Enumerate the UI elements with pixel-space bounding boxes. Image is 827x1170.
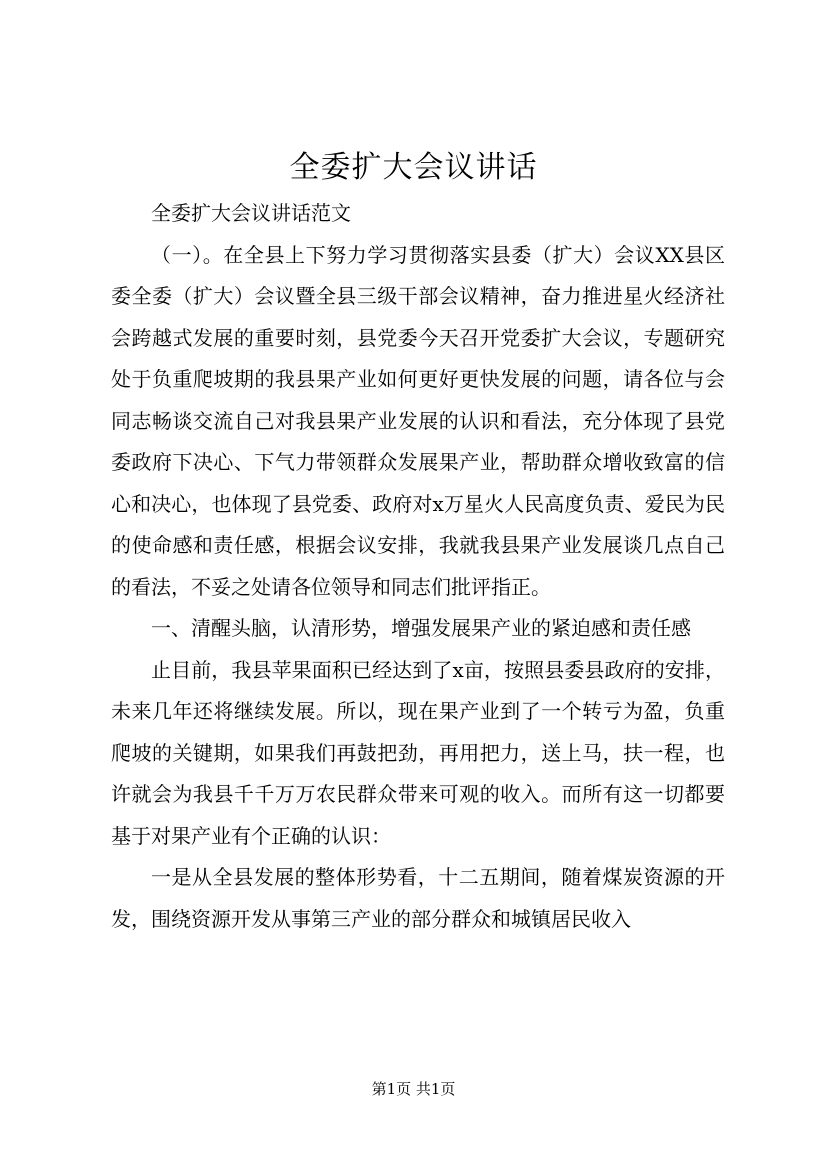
document-body xyxy=(111,193,725,940)
paragraph-section-heading: 一、清醒头脑，认清形势，增强发展果产业的紧迫感和责任感 xyxy=(151,616,691,640)
document-title: 全委扩大会议讲话 xyxy=(289,150,538,185)
paragraph-point-one: 一是从全县发展的整体形势看，十二五期间，随着煤炭资源的开发，围绕资源开发从事第三产业的部分群众和城镇居民收入 xyxy=(111,865,725,931)
page-footer: 第1页 共1页 xyxy=(371,1080,456,1098)
paragraph-body: 止目前，我县苹果面积已经达到了x亩，按照县委县政府的安排，未来几年还将继续发展。所以，现在果产业到了一个转亏为盈，负重爬坡的关键期，如果我们再鼓把劲，再用把力，送上马，扶一程，也许就会为我县千千万万农民群众带来可观的收入。而所有这一切都要基于对果产业有个正确的认识： xyxy=(111,657,725,848)
paragraph-intro: （一）。在全县上下努力学习贯彻落实县委（扩大）会议XX县区委全委（扩大）会议暨全县三级干部会议精神，奋力推进星火经济社会跨越式发展的重要时刻，县党委今天召开党委扩大会议，专题研究处于负重爬坡期的我县果产业如何更好更快发展的问题，请各位与会同志畅谈交流自己对我县果产业发展的认识和看法，充分体现了县党委政府下决心、下气力带领群众发展果产业，帮助群众增收致富的信心和决心，也体现了县党委、政府对x万星火人民高度负责、爱民为民的使命感和责任感，根据会议安排，我就我县果产业发展谈几点自己的看法，不妥之处请各位领导和同志们批评指正。 xyxy=(111,242,725,599)
paragraph-subtitle: 全委扩大会议讲话范文 xyxy=(151,201,351,225)
